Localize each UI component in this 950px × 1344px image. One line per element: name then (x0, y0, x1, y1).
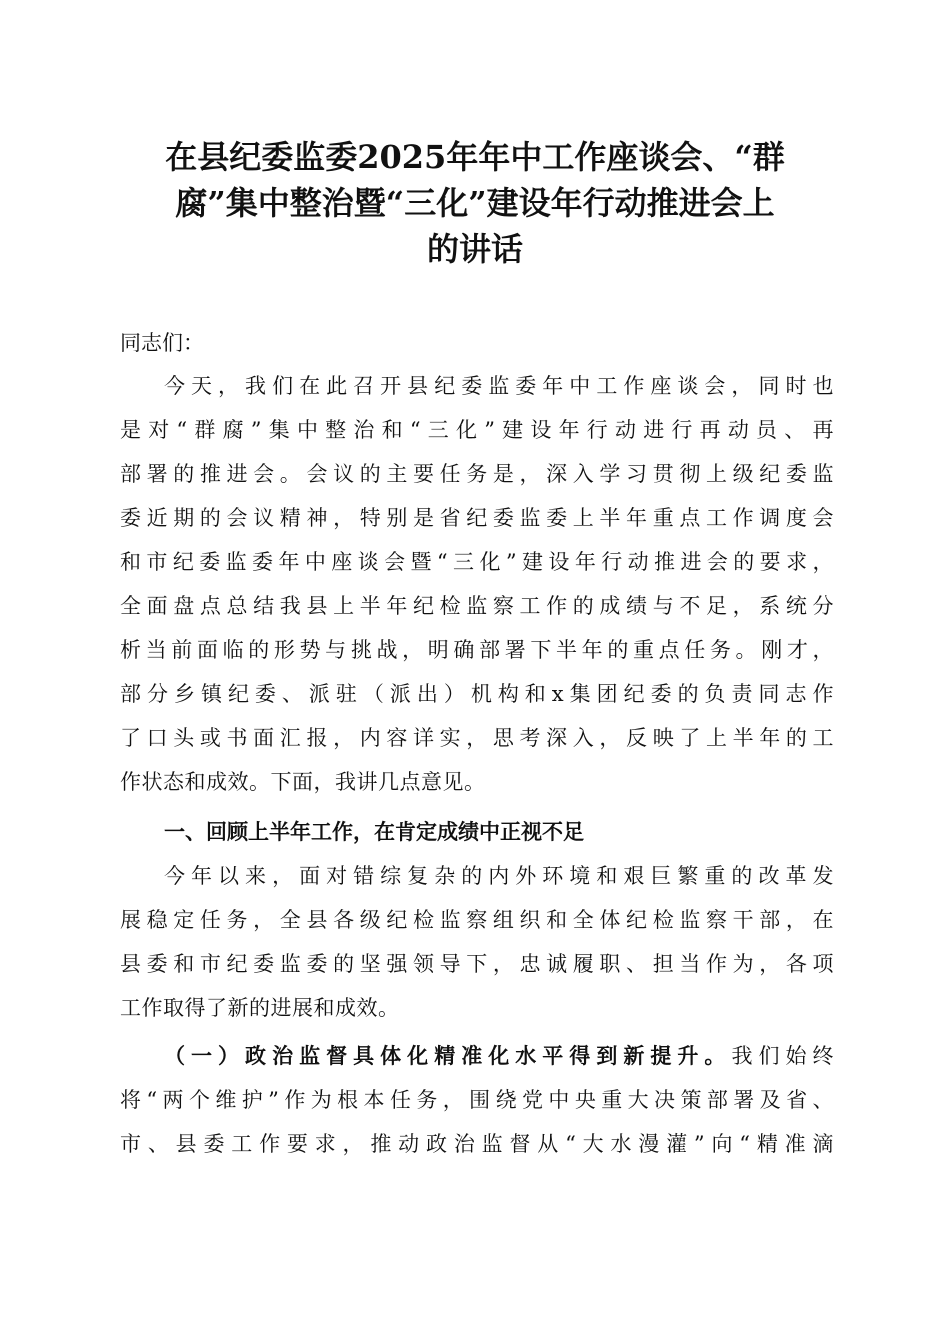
paragraph-line: 和市纪委监委年中座谈会暨“三化”建设年行动推进会的要求， (120, 550, 834, 574)
section-heading-1: 一、回顾上半年工作，在肯定成绩中正视不足 (164, 820, 584, 844)
paragraph-line: 部署的推进会。会议的主要任务是，深入学习贯彻上级纪委监 (120, 462, 834, 486)
paragraph-line: 了口头或书面汇报，内容详实，思考深入，反映了上半年的工 (120, 726, 834, 750)
paragraph-line: 工作取得了新的进展和成效。 (120, 996, 400, 1020)
title-line-2: 腐”集中整治暨“三化”建设年行动推进会上 (175, 184, 775, 222)
paragraph-political-supervision (120, 1034, 834, 1166)
paragraph-line: 市、县委工作要求，推动政治监督从“大水漫灌”向“精准滴 (120, 1132, 834, 1156)
subsection-lead: （一）政治监督具体化精准化水平得到新提升。 (164, 1043, 732, 1068)
paragraph-line: 展稳定任务，全县各级纪检监察组织和全体纪检监察干部，在 (120, 908, 834, 932)
paragraph-review (120, 854, 834, 1030)
paragraph-line: 部分乡镇纪委、派驻（派出）机构和x集团纪委的负责同志作 (120, 682, 834, 706)
paragraph-line: 将“两个维护”作为根本任务，围绕党中央重大决策部署及省、 (120, 1088, 834, 1112)
paragraph-opening (120, 364, 834, 804)
paragraph-line: 委近期的会议精神，特别是省纪委监委上半年重点工作调度会 (120, 506, 834, 530)
paragraph-line: 今天，我们在此召开县纪委监委年中工作座谈会，同时也 (164, 374, 834, 398)
paragraph-line: 全面盘点总结我县上半年纪检监察工作的成绩与不足，系统分 (120, 594, 834, 618)
document-title (118, 134, 832, 272)
title-line-1: 在县纪委监委2025年年中工作座谈会、“群 (165, 138, 785, 176)
paragraph-line: 是对“群腐”集中整治和“三化”建设年行动进行再动员、再 (120, 418, 834, 442)
paragraph-line: 县委和市纪委监委的坚强领导下，忠诚履职、担当作为，各项 (120, 952, 834, 976)
paragraph-line: 作状态和成效。下面，我讲几点意见。 (120, 770, 486, 794)
salutation: 同志们： (120, 331, 204, 355)
paragraph-line: 析当前面临的形势与挑战，明确部署下半年的重点任务。刚才， (120, 638, 834, 662)
title-line-3: 的讲话 (426, 230, 523, 268)
paragraph-line (120, 1034, 834, 1078)
paragraph-line: 今年以来，面对错综复杂的内外环境和艰巨繁重的改革发 (164, 864, 834, 888)
paragraph-line-rest: 我们始终 (731, 1044, 834, 1068)
